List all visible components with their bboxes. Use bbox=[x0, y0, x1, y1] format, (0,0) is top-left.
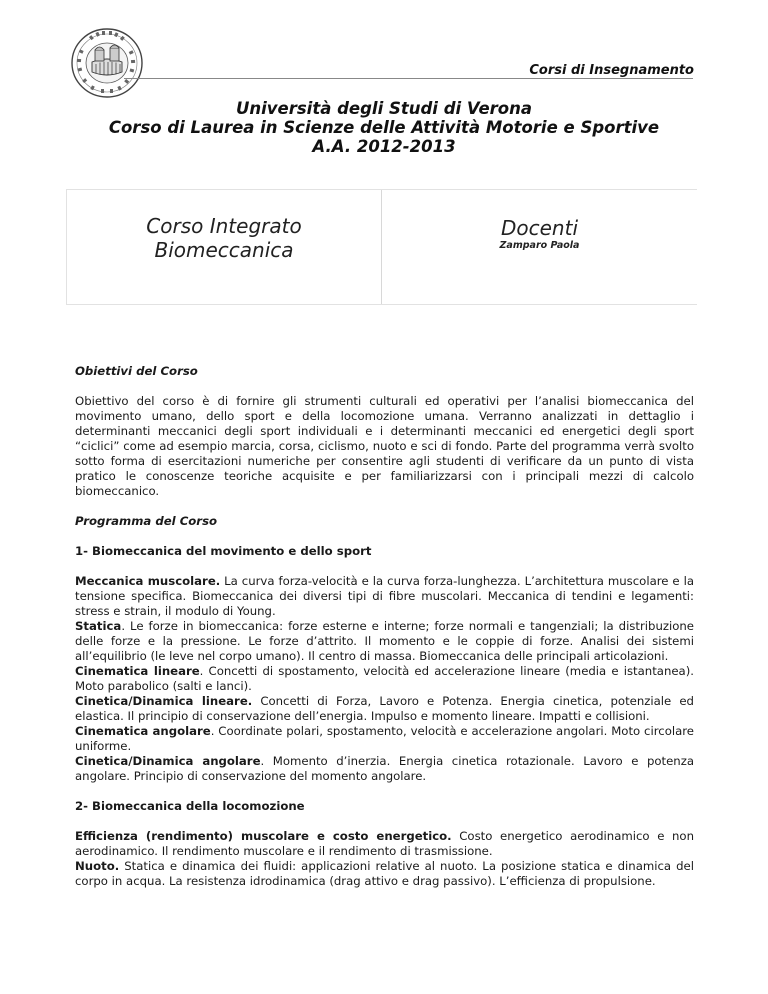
program-item bbox=[75, 754, 694, 784]
document-category-label: Corsi di Insegnamento bbox=[529, 63, 694, 78]
program-item-text: La curva forza-velocità e la curva forza-lunghezza. L’architettura muscolare e la tensione specifica. Biomeccanica dei diversi tipi di fibre muscolari. Meccanica di tendini e legamenti: stress e strain, il modulo di Young. bbox=[75, 574, 694, 618]
course-name-cell bbox=[67, 214, 381, 262]
program-item-text: . Momento d’inerzia. Energia cinetica rotazionale. Lavoro e potenza angolare. Principio di conservazione del momento angolare. bbox=[75, 754, 694, 783]
program-section-title: 2- Biomeccanica della locomozione bbox=[75, 799, 305, 813]
program-item-term: Nuoto. bbox=[75, 859, 120, 873]
course-name: Biomeccanica bbox=[154, 238, 294, 262]
degree-program: Corso di Laurea in Scienze delle Attività Motorie e Sportive bbox=[108, 118, 660, 137]
program-item-term: Cinetica/Dinamica lineare. bbox=[75, 694, 253, 708]
program-item bbox=[75, 694, 694, 724]
program-heading: Programma del Corso bbox=[75, 514, 218, 528]
academic-year: A.A. 2012-2013 bbox=[312, 137, 456, 156]
course-type: Corso Integrato bbox=[146, 214, 302, 238]
university-seal-logo bbox=[70, 26, 144, 100]
course-info-table bbox=[66, 189, 697, 305]
program-item bbox=[75, 829, 694, 859]
program-section-2 bbox=[75, 829, 694, 889]
program-section-title: 1- Biomeccanica del movimento e dello sport bbox=[75, 544, 372, 558]
program-item bbox=[75, 664, 694, 694]
program-item-term: Statica bbox=[75, 619, 122, 633]
teachers-label: Docenti bbox=[500, 216, 578, 240]
program-item-text: Concetti di Forza, Lavoro e Potenza. Energia cinetica, potenziale ed elastica. Il principio di conservazione dell’energia. Impulso e momento lineare. Impatti e collisioni. bbox=[75, 694, 694, 723]
program-item-text: . Coordinate polari, spostamento, velocità e accelerazione angolari. Moto circolare uniforme. bbox=[75, 724, 694, 753]
program-item-text: Costo energetico aerodinamico e non aerodinamico. Il rendimento muscolare e il rendimento di trasmissione. bbox=[75, 829, 694, 858]
document-title bbox=[0, 99, 768, 156]
teacher-name: Zamparo Paola bbox=[499, 240, 580, 251]
document-body bbox=[75, 364, 694, 904]
university-name: Università degli Studi di Verona bbox=[235, 99, 533, 118]
program-item-term: Meccanica muscolare. bbox=[75, 574, 221, 588]
objectives-heading: Obiettivi del Corso bbox=[75, 364, 198, 378]
seal-icon bbox=[70, 26, 144, 100]
program-item-term: Efficienza (rendimento) muscolare e costo energetico. bbox=[75, 829, 452, 843]
program-item-term: Cinetica/Dinamica angolare bbox=[75, 754, 261, 768]
program-item-text: . Concetti di spostamento, velocità ed accelerazione lineare (media e istantanea). Moto parabolico (salti e lanci). bbox=[75, 664, 694, 693]
program-item-text: . Le forze in biomeccanica: forze esterne e interne; forze normali e tangenziali; la distribuzione delle forze e la pressione. Le forze d’attrito. Il momento e le coppie di forze. Analisi dei sistemi all’equilibrio (le leve nel corpo umano). Il centro di massa. Biomeccanica delle principali articolazioni. bbox=[75, 619, 694, 663]
program-section-1 bbox=[75, 574, 694, 784]
program-item bbox=[75, 619, 694, 664]
program-item-term: Cinematica lineare bbox=[75, 664, 200, 678]
teachers-cell bbox=[382, 216, 697, 252]
program-item bbox=[75, 859, 694, 889]
program-item bbox=[75, 574, 694, 619]
program-item bbox=[75, 724, 694, 754]
objectives-text: Obiettivo del corso è di fornire gli strumenti culturali ed operativi per l’analisi biomeccanica del movimento umano, dello sport e della locomozione umana. Verranno analizzati in dettaglio i determinanti meccanici degli sport individuali e i determinanti meccanici ed energetici degli sport “ciclici” come ad esempio marcia, corsa, ciclismo, nuoto e sci di fondo. Parte del programma verrà svolto sotto forma di esercitazioni numeriche per consentire agli studenti di verificare da un punto di vista pratico le conoscenze teoriche acquisite e per familiarizzarsi con i principali mezzi di calcolo biomeccanico. bbox=[75, 394, 694, 498]
program-item-text: Statica e dinamica dei fluidi: applicazioni relative al nuoto. La posizione statica e dinamica del corpo in acqua. La resistenza idrodinamica (drag attivo e drag passivo). L’efficienza di propulsione. bbox=[75, 859, 694, 888]
header-divider bbox=[124, 78, 693, 79]
program-item-term: Cinematica angolare bbox=[75, 724, 211, 738]
